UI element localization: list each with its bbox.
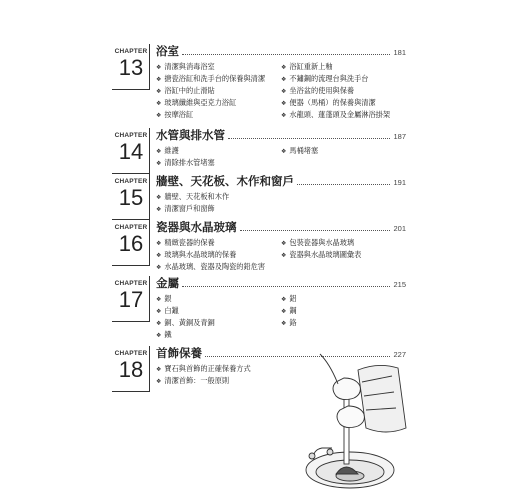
toc-item[interactable]: ❖ 牆壁、天花板和木作	[156, 192, 230, 201]
chapter-title[interactable]: 牆壁、天花板、木作和窗戶	[156, 174, 294, 188]
chapter-items	[156, 145, 406, 169]
diamond-bullet-icon: ❖	[156, 378, 162, 385]
diamond-bullet-icon: ❖	[156, 240, 162, 247]
chapter-label: CHAPTER	[114, 224, 148, 231]
toc-item[interactable]: ❖ 鋁	[281, 294, 297, 303]
toc-item[interactable]: ❖ 寶石與首飾的正確保養方式	[156, 364, 251, 373]
chapter-number: 13	[118, 55, 144, 80]
chapter-title-row	[156, 127, 406, 143]
diamond-bullet-icon: ❖	[281, 240, 287, 247]
toc-item[interactable]: ❖ 白鑞	[156, 306, 179, 315]
toc-item[interactable]: ❖ 維護	[156, 146, 179, 155]
leader-dots	[228, 138, 390, 139]
toc-item[interactable]: ❖ 銀	[156, 294, 172, 303]
toc-item[interactable]: ❖ 按摩浴缸	[156, 110, 194, 119]
diamond-bullet-icon: ❖	[156, 252, 162, 259]
diamond-bullet-icon: ❖	[281, 76, 287, 83]
chapter-title-row	[156, 275, 406, 291]
diamond-bullet-icon: ❖	[156, 308, 162, 315]
toc-item[interactable]: ❖ 不鏽鋼的流理台與洗手台	[281, 74, 369, 83]
chapter-title[interactable]: 首飾保養	[156, 346, 202, 360]
chapter-title[interactable]: 水管與排水管	[156, 128, 225, 142]
chapter-number: 14	[118, 139, 144, 164]
toc-item[interactable]: ❖ 浴缸重新上釉	[281, 62, 333, 71]
toc-item[interactable]: ❖ 清除排水管堵塞	[156, 158, 215, 167]
toc-item[interactable]: ❖ 鋼	[281, 306, 297, 315]
chapter-page-number: 191	[393, 178, 406, 187]
leader-dots	[182, 286, 390, 287]
diamond-bullet-icon: ❖	[281, 112, 287, 119]
chapter-title[interactable]: 瓷器與水晶玻璃	[156, 220, 237, 234]
chapter-items	[156, 191, 406, 215]
diamond-bullet-icon: ❖	[156, 160, 162, 167]
toc-item[interactable]: ❖ 玻璃纖維與亞克力浴缸	[156, 98, 237, 107]
chapter-title-row	[156, 173, 406, 189]
diamond-bullet-icon: ❖	[156, 148, 162, 155]
chapter-number-box	[112, 346, 150, 392]
chapter-title[interactable]: 浴室	[156, 44, 179, 58]
diamond-bullet-icon: ❖	[156, 366, 162, 373]
leader-dots	[182, 54, 390, 55]
chapter-number-box	[112, 220, 150, 266]
chapter-page-number: 181	[393, 48, 406, 57]
chapter-page-number: 215	[393, 280, 406, 289]
diamond-bullet-icon: ❖	[156, 76, 162, 83]
chapter-number-box	[112, 276, 150, 322]
diamond-bullet-icon: ❖	[281, 88, 287, 95]
chapter-page-number: 187	[393, 132, 406, 141]
toc-item[interactable]: ❖ 清潔與消毒浴室	[156, 62, 215, 71]
chapter-title-row	[156, 219, 406, 235]
chapter-number: 15	[118, 185, 144, 210]
toc-item[interactable]: ❖ 清潔窗戶和窗飾	[156, 204, 215, 213]
toc-item[interactable]: ❖ 包裝瓷器與水晶玻璃	[281, 238, 355, 247]
chapter-label: CHAPTER	[114, 178, 148, 185]
diamond-bullet-icon: ❖	[156, 100, 162, 107]
diamond-bullet-icon: ❖	[156, 112, 162, 119]
diamond-bullet-icon: ❖	[156, 64, 162, 71]
toc-item[interactable]: ❖ 搪瓷浴缸和洗手台的保養與清潔	[156, 74, 266, 83]
toc-item[interactable]: ❖ 瓷器與水晶玻璃圖彙表	[281, 250, 362, 259]
toc-item[interactable]: ❖ 水晶玻璃、瓷器及陶瓷的鉛危害	[156, 262, 266, 271]
diamond-bullet-icon: ❖	[156, 88, 162, 95]
diamond-bullet-icon: ❖	[281, 308, 287, 315]
diamond-bullet-icon: ❖	[156, 194, 162, 201]
chapter-number: 16	[118, 231, 144, 256]
chapter-items	[156, 293, 406, 341]
leader-dots	[240, 230, 391, 231]
chapter-number-box	[112, 128, 150, 174]
chapter-label: CHAPTER	[114, 48, 148, 55]
chapter-label: CHAPTER	[114, 350, 148, 357]
chapter-number-box	[112, 44, 150, 90]
chapter-number: 17	[118, 287, 144, 312]
leader-dots	[297, 184, 390, 185]
diamond-bullet-icon: ❖	[281, 320, 287, 327]
toc-item[interactable]: ❖ 浴缸中的止滑貼	[156, 86, 215, 95]
toc-item[interactable]: ❖ 水龍頭、蓮蓬頭及金屬淋浴掛架	[281, 110, 391, 119]
chapter-label: CHAPTER	[114, 132, 148, 139]
plunger-sink-illustration	[300, 352, 410, 492]
diamond-bullet-icon: ❖	[156, 296, 162, 303]
chapter-number: 18	[118, 357, 144, 382]
chapter-page-number: 227	[393, 350, 406, 359]
toc-item[interactable]: ❖ 銅、黃銅及青銅	[156, 318, 215, 327]
diamond-bullet-icon: ❖	[156, 332, 162, 339]
diamond-bullet-icon: ❖	[281, 252, 287, 259]
toc-item[interactable]: ❖ 玻璃與水晶玻璃的保養	[156, 250, 237, 259]
chapter-label: CHAPTER	[114, 280, 148, 287]
toc-item[interactable]: ❖ 鐵	[156, 330, 172, 339]
chapter-items	[156, 237, 406, 273]
toc-item[interactable]: ❖ 精緻瓷器的保養	[156, 238, 215, 247]
diamond-bullet-icon: ❖	[281, 296, 287, 303]
chapter-items	[156, 61, 406, 121]
diamond-bullet-icon: ❖	[281, 100, 287, 107]
chapter-title-row	[156, 43, 406, 59]
toc-item[interactable]: ❖ 馬桶堵塞	[281, 146, 319, 155]
diamond-bullet-icon: ❖	[156, 264, 162, 271]
chapter-page-number: 201	[393, 224, 406, 233]
toc-item[interactable]: ❖ 鉻	[281, 318, 297, 327]
diamond-bullet-icon: ❖	[281, 148, 287, 155]
diamond-bullet-icon: ❖	[156, 206, 162, 213]
toc-item[interactable]: ❖ 坐浴盆的使用與保養	[281, 86, 355, 95]
toc-item[interactable]: ❖ 清潔首飾：一般原則	[156, 376, 230, 385]
diamond-bullet-icon: ❖	[281, 64, 287, 71]
chapter-number-box	[112, 174, 150, 220]
chapter-title[interactable]: 金屬	[156, 276, 179, 290]
diamond-bullet-icon: ❖	[156, 320, 162, 327]
toc-item[interactable]: ❖ 便器（馬桶）的保養與清潔	[281, 98, 376, 107]
